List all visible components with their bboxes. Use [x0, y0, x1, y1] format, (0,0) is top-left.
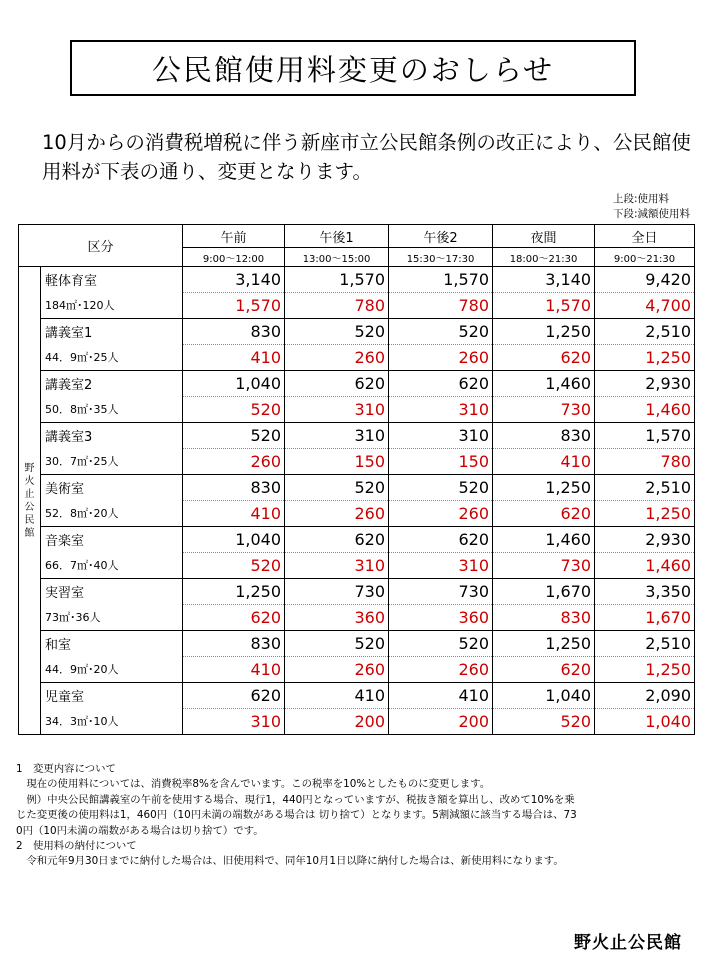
room-name: 講義室3	[41, 423, 183, 449]
fee-cell: 620	[285, 527, 389, 553]
fee-cell: 2,930	[595, 527, 695, 553]
reduced-fee-cell: 200	[285, 709, 389, 735]
room-fee-row	[19, 267, 695, 293]
notes-section	[16, 762, 706, 870]
period-header: 全日	[595, 225, 695, 248]
reduced-fee-cell: 360	[285, 605, 389, 631]
note-line: 2 使用料の納付について	[16, 840, 137, 853]
room-size: 66．7㎡･40人	[41, 553, 183, 579]
fee-cell: 1,570	[389, 267, 493, 293]
room-size: 34．3㎡･10人	[41, 709, 183, 735]
room-size: 44．9㎡･20人	[41, 657, 183, 683]
fee-cell: 2,510	[595, 631, 695, 657]
note-line: 1 変更内容について	[16, 763, 116, 775]
fee-cell: 1,460	[493, 527, 595, 553]
reduced-fee-cell: 260	[389, 345, 493, 371]
fee-cell: 730	[389, 579, 493, 605]
room-reduced-row	[19, 449, 695, 475]
reduced-fee-cell: 1,570	[493, 293, 595, 319]
period-time: 9:00～21:30	[595, 248, 695, 267]
reduced-fee-cell: 1,250	[595, 501, 695, 527]
room-name: 音楽室	[41, 527, 183, 553]
reduced-fee-cell: 360	[389, 605, 493, 631]
reduced-fee-cell: 200	[389, 709, 493, 735]
fee-cell: 1,250	[183, 579, 285, 605]
room-reduced-row	[19, 397, 695, 423]
room-fee-row	[19, 423, 695, 449]
fee-cell: 410	[285, 683, 389, 709]
reduced-fee-cell: 410	[183, 501, 285, 527]
room-fee-row	[19, 371, 695, 397]
room-reduced-row	[19, 501, 695, 527]
fee-cell: 520	[285, 631, 389, 657]
kubun-header: 区分	[19, 225, 183, 267]
reduced-fee-cell: 410	[183, 657, 285, 683]
fee-table	[18, 224, 695, 735]
room-fee-row	[19, 475, 695, 501]
period-header: 午前	[183, 225, 285, 248]
reduced-fee-cell: 520	[493, 709, 595, 735]
fee-cell: 1,460	[493, 371, 595, 397]
reduced-fee-cell: 260	[389, 657, 493, 683]
room-size: 30．7㎡･25人	[41, 449, 183, 475]
room-reduced-row	[19, 345, 695, 371]
fee-cell: 730	[285, 579, 389, 605]
fee-cell: 830	[183, 475, 285, 501]
room-name: 軽体育室	[41, 267, 183, 293]
reduced-fee-cell: 260	[389, 501, 493, 527]
room-name: 美術室	[41, 475, 183, 501]
fee-cell: 1,040	[183, 371, 285, 397]
reduced-fee-cell: 410	[493, 449, 595, 475]
legend-lower: 下段:減額使用料	[612, 208, 690, 220]
fee-cell: 520	[285, 475, 389, 501]
fee-cell: 620	[183, 683, 285, 709]
fee-cell: 1,250	[493, 631, 595, 657]
fee-cell: 3,140	[493, 267, 595, 293]
note-line: 例）中央公民館講義室の午前を使用する場合、現行1，440円となっていますが、税抜き額を算出し、改めて10%を乗	[16, 793, 575, 806]
room-fee-row	[19, 631, 695, 657]
notice-title	[70, 40, 636, 96]
note-line: じた変更後の使用料は1，460円（10円未満の端数がある場合は 切り捨て）となります。5割減額に該当する場合は、73	[16, 809, 577, 822]
fee-cell: 1,040	[183, 527, 285, 553]
room-reduced-row	[19, 293, 695, 319]
footer-organization: 野火止公民館	[574, 933, 682, 953]
reduced-fee-cell: 260	[285, 657, 389, 683]
fee-cell: 1,250	[493, 475, 595, 501]
reduced-fee-cell: 780	[389, 293, 493, 319]
fee-cell: 2,510	[595, 319, 695, 345]
period-time: 13:00～15:00	[285, 248, 389, 267]
fee-cell: 3,140	[183, 267, 285, 293]
fee-cell: 830	[183, 319, 285, 345]
reduced-fee-cell: 150	[389, 449, 493, 475]
reduced-fee-cell: 150	[285, 449, 389, 475]
legend-upper: 上段:使用料	[612, 193, 669, 205]
facility-name: 野火止公民館	[24, 462, 35, 539]
fee-cell: 2,510	[595, 475, 695, 501]
reduced-fee-cell: 1,250	[595, 345, 695, 371]
fee-legend	[613, 192, 690, 222]
room-reduced-row	[19, 553, 695, 579]
reduced-fee-cell: 520	[183, 553, 285, 579]
note-line: 令和元年9月30日までに納付した場合は、旧使用料で、同年10月1日以降に納付した場合は、新使用料になります。	[16, 855, 564, 868]
fee-cell: 620	[389, 371, 493, 397]
facility-name-cell	[19, 267, 41, 735]
reduced-fee-cell: 620	[493, 345, 595, 371]
reduced-fee-cell: 410	[183, 345, 285, 371]
room-fee-row	[19, 579, 695, 605]
reduced-fee-cell: 1,570	[183, 293, 285, 319]
room-fee-row	[19, 319, 695, 345]
fee-cell: 3,350	[595, 579, 695, 605]
period-time: 15:30～17:30	[389, 248, 493, 267]
reduced-fee-cell: 780	[595, 449, 695, 475]
fee-cell: 1,040	[493, 683, 595, 709]
fee-cell: 1,250	[493, 319, 595, 345]
note-line: 現在の使用料については、消費税率8%を含んでいます。この税率を10%としたものに変更します。	[16, 778, 491, 791]
reduced-fee-cell: 260	[285, 345, 389, 371]
fee-cell: 1,670	[493, 579, 595, 605]
period-time: 18:00～21:30	[493, 248, 595, 267]
reduced-fee-cell: 310	[285, 553, 389, 579]
period-header: 午後2	[389, 225, 493, 248]
reduced-fee-cell: 830	[493, 605, 595, 631]
fee-cell: 520	[389, 475, 493, 501]
room-reduced-row	[19, 605, 695, 631]
reduced-fee-cell: 1,670	[595, 605, 695, 631]
reduced-fee-cell: 260	[183, 449, 285, 475]
reduced-fee-cell: 310	[183, 709, 285, 735]
fee-cell: 520	[183, 423, 285, 449]
fee-cell: 310	[389, 423, 493, 449]
notice-title-text: 公民館使用料変更のおしらせ	[151, 52, 555, 87]
reduced-fee-cell: 1,460	[595, 397, 695, 423]
fee-cell: 830	[493, 423, 595, 449]
room-name: 実習室	[41, 579, 183, 605]
fee-table-body	[19, 267, 695, 735]
reduced-fee-cell: 1,040	[595, 709, 695, 735]
fee-cell: 520	[389, 631, 493, 657]
room-name: 和室	[41, 631, 183, 657]
note-line: 0円（10円未満の端数がある場合は切り捨て）です。	[16, 824, 264, 837]
period-header: 午後1	[285, 225, 389, 248]
reduced-fee-cell: 310	[389, 397, 493, 423]
reduced-fee-cell: 730	[493, 553, 595, 579]
room-size: 50．8㎡･35人	[41, 397, 183, 423]
period-time: 9:00～12:00	[183, 248, 285, 267]
room-name: 児童室	[41, 683, 183, 709]
reduced-fee-cell: 1,460	[595, 553, 695, 579]
period-header: 夜間	[493, 225, 595, 248]
room-reduced-row	[19, 657, 695, 683]
room-size: 73㎡･36人	[41, 605, 183, 631]
fee-cell: 2,930	[595, 371, 695, 397]
reduced-fee-cell: 620	[183, 605, 285, 631]
room-size: 52．8㎡･20人	[41, 501, 183, 527]
room-name: 講義室1	[41, 319, 183, 345]
fee-cell: 1,570	[285, 267, 389, 293]
fee-cell: 2,090	[595, 683, 695, 709]
reduced-fee-cell: 260	[285, 501, 389, 527]
room-fee-row	[19, 527, 695, 553]
fee-cell: 1,570	[595, 423, 695, 449]
reduced-fee-cell: 520	[183, 397, 285, 423]
reduced-fee-cell: 1,250	[595, 657, 695, 683]
reduced-fee-cell: 620	[493, 501, 595, 527]
room-size: 184㎡･120人	[41, 293, 183, 319]
fee-cell: 620	[389, 527, 493, 553]
reduced-fee-cell: 780	[285, 293, 389, 319]
intro-paragraph: 10月からの消費税増税に伴う新座市立公民館条例の改正により、公民館使用料が下表の通り、変更となります。	[42, 131, 691, 183]
room-fee-row	[19, 683, 695, 709]
reduced-fee-cell: 730	[493, 397, 595, 423]
fee-cell: 620	[285, 371, 389, 397]
room-size: 44．9㎡･25人	[41, 345, 183, 371]
fee-cell: 410	[389, 683, 493, 709]
reduced-fee-cell: 310	[285, 397, 389, 423]
fee-cell: 310	[285, 423, 389, 449]
fee-cell: 830	[183, 631, 285, 657]
room-name: 講義室2	[41, 371, 183, 397]
fee-cell: 520	[389, 319, 493, 345]
fee-cell: 520	[285, 319, 389, 345]
reduced-fee-cell: 620	[493, 657, 595, 683]
fee-cell: 9,420	[595, 267, 695, 293]
reduced-fee-cell: 310	[389, 553, 493, 579]
room-reduced-row	[19, 709, 695, 735]
reduced-fee-cell: 4,700	[595, 293, 695, 319]
